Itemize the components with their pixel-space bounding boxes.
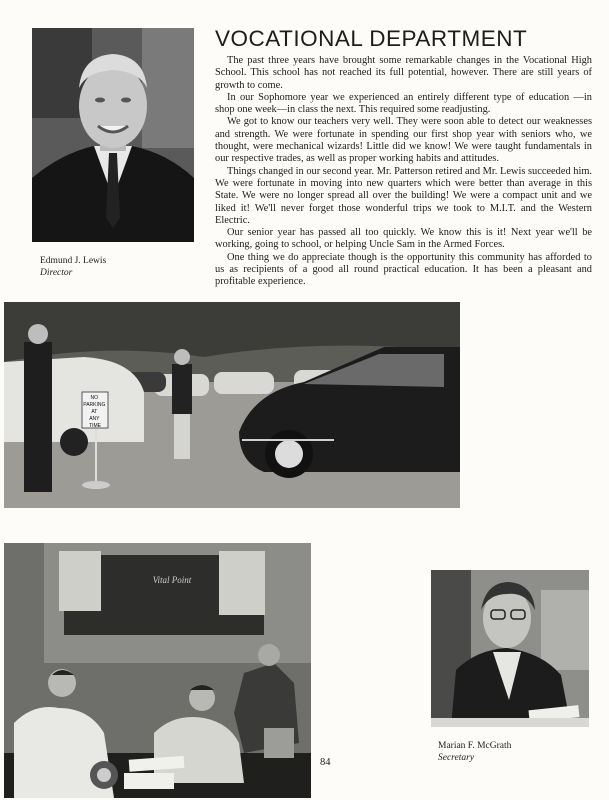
sign-line: AT — [91, 409, 98, 415]
director-photo — [32, 28, 194, 242]
paragraph: We got to know our teachers very well. They were soon able to detect our weaknesses and strength. We were fortunate in spending our first shop year with seniors who, we thought, were mechanical wizards! Little did we know! We were taught fundamentals in our respective trades, as well as proper working habits and attitudes. — [215, 116, 592, 165]
sign-line: ANY — [89, 416, 100, 422]
article-body — [215, 55, 592, 289]
paragraph: Our senior year has passed all too quickly. We know this is it! Next year we'll be working, going to school, or helping Uncle Sam in the Armed Forces. — [215, 227, 592, 251]
paragraph: In our Sophomore year we experienced an entirely different type of education —in shop one week—in class the next. This required some readjusting. — [215, 91, 592, 116]
director-name: Edmund J. Lewis — [40, 256, 107, 266]
secretary-photo — [431, 570, 589, 727]
page-number: 84 — [320, 757, 331, 768]
secretary-name: Marian F. McGrath — [438, 741, 512, 751]
page-title: VOCATIONAL DEPARTMENT — [215, 26, 528, 51]
director-role: Director — [40, 268, 73, 278]
paragraph: Things changed in our second year. Mr. Patterson retired and Mr. Lewis succeeded him. We were fortunate in moving into new quarters which were better than average in this State. We were no longer spread all over the building! We were a compact unit and we liked it! We'll never forget those wonderful trips we took to M.I.T. and the Western Electric. — [215, 165, 593, 226]
poster-text: Vital Point — [152, 575, 192, 585]
sign-line: TIME — [89, 423, 101, 429]
parking-lot-photo — [4, 302, 460, 508]
paragraph: The past three years have brought some remarkable changes in the Vocational High School. This school has not reached its full potential, however. There are still years of growth to come. — [215, 55, 592, 91]
paragraph: One thing we do appreciate though is the opportunity this community has afforded to us as recipients of a good all round practical education. It has been a pleasant and profitable experience. — [215, 251, 592, 288]
sign-line: PARKING — [83, 402, 106, 408]
sign-line: NO — [90, 395, 99, 401]
director-caption — [40, 255, 106, 279]
secretary-role: Secretary — [438, 753, 475, 763]
classroom-photo — [4, 543, 311, 798]
secretary-caption — [438, 740, 511, 764]
